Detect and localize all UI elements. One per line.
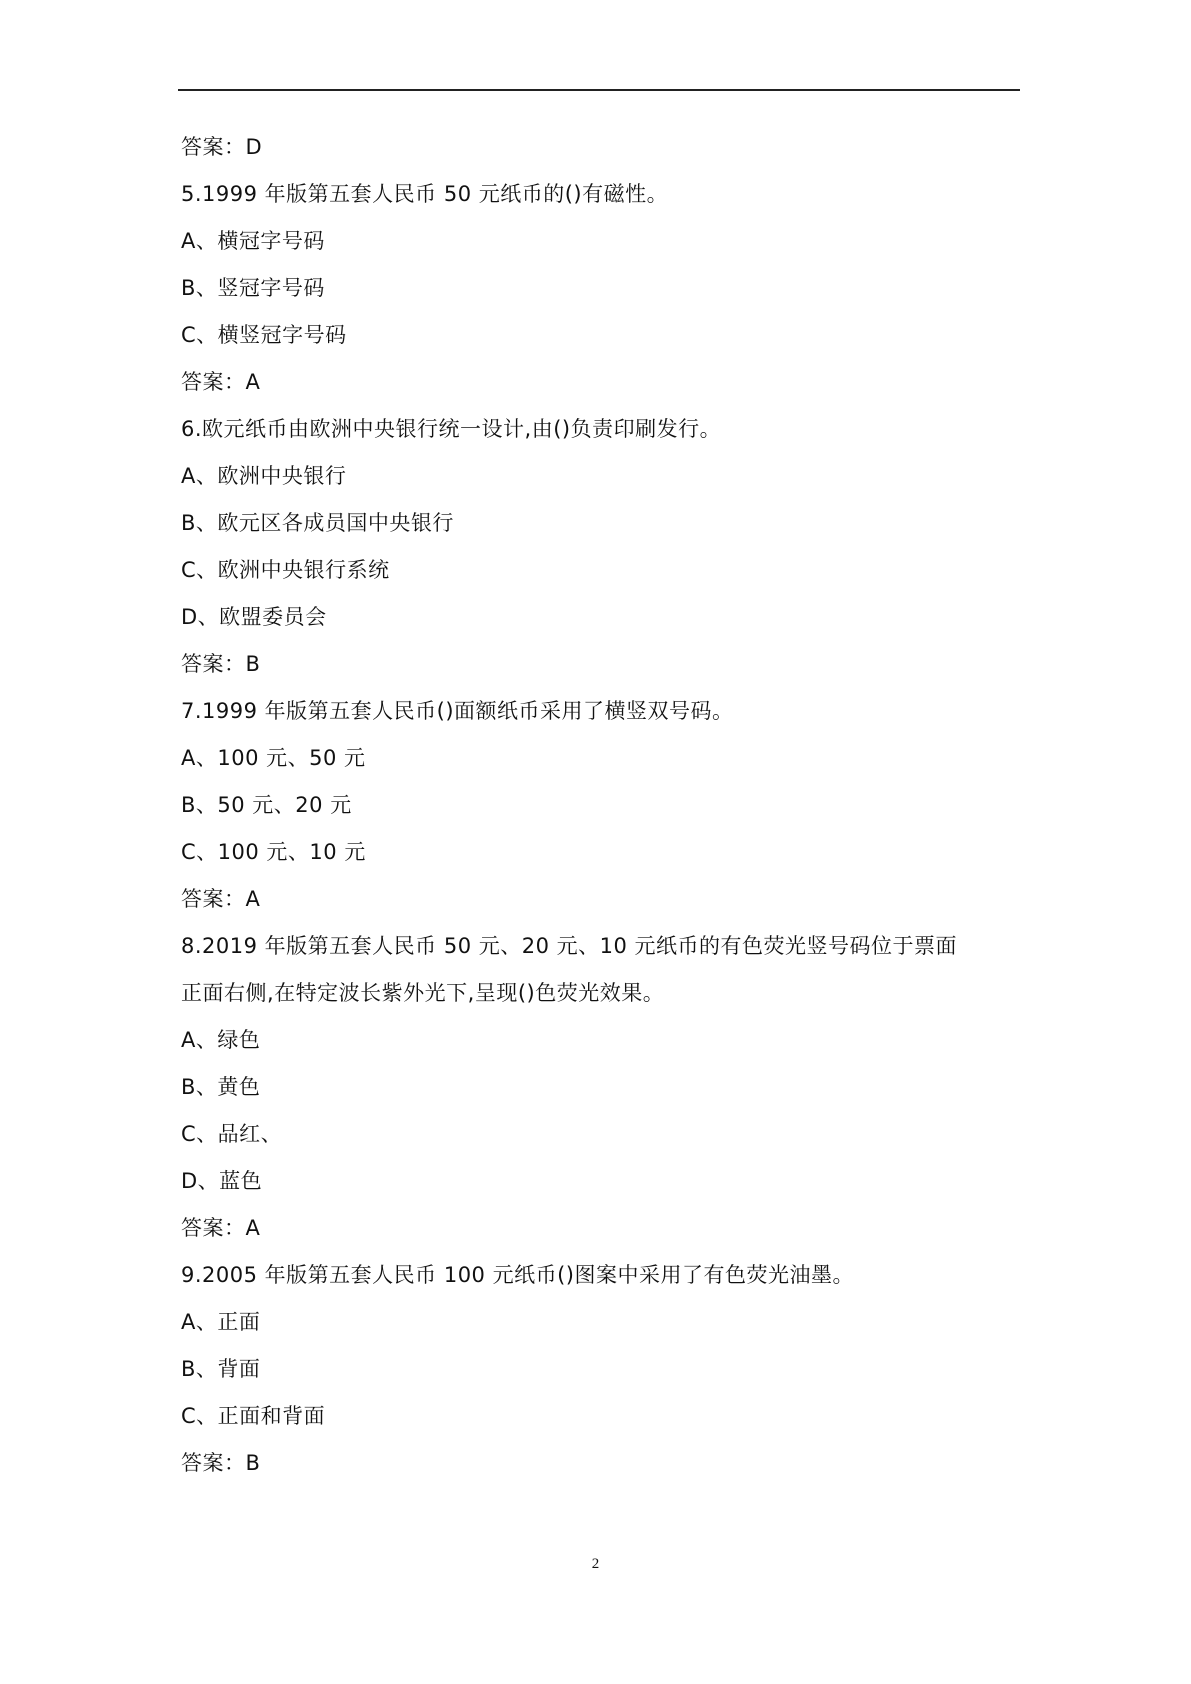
question-7: 7.1999 年版第五套人民币()面额纸币采用了横竖双号码。 (181, 699, 734, 723)
option-8c: C、品红、 (181, 1122, 283, 1146)
option-7b: B、50 元、20 元 (181, 793, 352, 817)
option-7a: A、100 元、50 元 (181, 746, 366, 770)
option-5b: B、竖冠字号码 (181, 276, 325, 300)
option-6d: D、欧盟委员会 (181, 605, 327, 629)
option-6a: A、欧洲中央银行 (181, 464, 347, 488)
option-8a: A、绿色 (181, 1028, 261, 1052)
answer-line-q4: 答案：D (181, 135, 263, 159)
question-6: 6.欧元纸币由欧洲中央银行统一设计,由()负责印刷发行。 (181, 417, 722, 441)
header-rule (178, 89, 1020, 91)
answer-line-q8: 答案：A (181, 1216, 261, 1240)
option-5a: A、横冠字号码 (181, 229, 325, 253)
question-8-line-2: 正面右侧,在特定波长紫外光下,呈现()色荧光效果。 (181, 981, 665, 1005)
option-6b: B、欧元区各成员国中央银行 (181, 511, 454, 535)
option-8b: B、黄色 (181, 1075, 261, 1099)
answer-line-q6: 答案：B (181, 652, 261, 676)
question-8-line-1: 8.2019 年版第五套人民币 50 元、20 元、10 元纸币的有色荧光竖号码位于票面 (181, 934, 958, 958)
option-9a: A、正面 (181, 1310, 261, 1334)
option-7c: C、100 元、10 元 (181, 840, 366, 864)
option-5c: C、横竖冠字号码 (181, 323, 347, 347)
answer-line-q5: 答案：A (181, 370, 261, 394)
page-number: 2 (591, 1556, 600, 1572)
option-9b: B、背面 (181, 1357, 261, 1381)
question-9: 9.2005 年版第五套人民币 100 元纸币()图案中采用了有色荧光油墨。 (181, 1263, 854, 1287)
option-6c: C、欧洲中央银行系统 (181, 558, 390, 582)
answer-line-q9: 答案：B (181, 1451, 261, 1475)
question-5: 5.1999 年版第五套人民币 50 元纸币的()有磁性。 (181, 182, 669, 206)
option-9c: C、正面和背面 (181, 1404, 326, 1428)
answer-line-q7: 答案：A (181, 887, 261, 911)
option-8d: D、蓝色 (181, 1169, 263, 1193)
page-content (181, 124, 1021, 1487)
